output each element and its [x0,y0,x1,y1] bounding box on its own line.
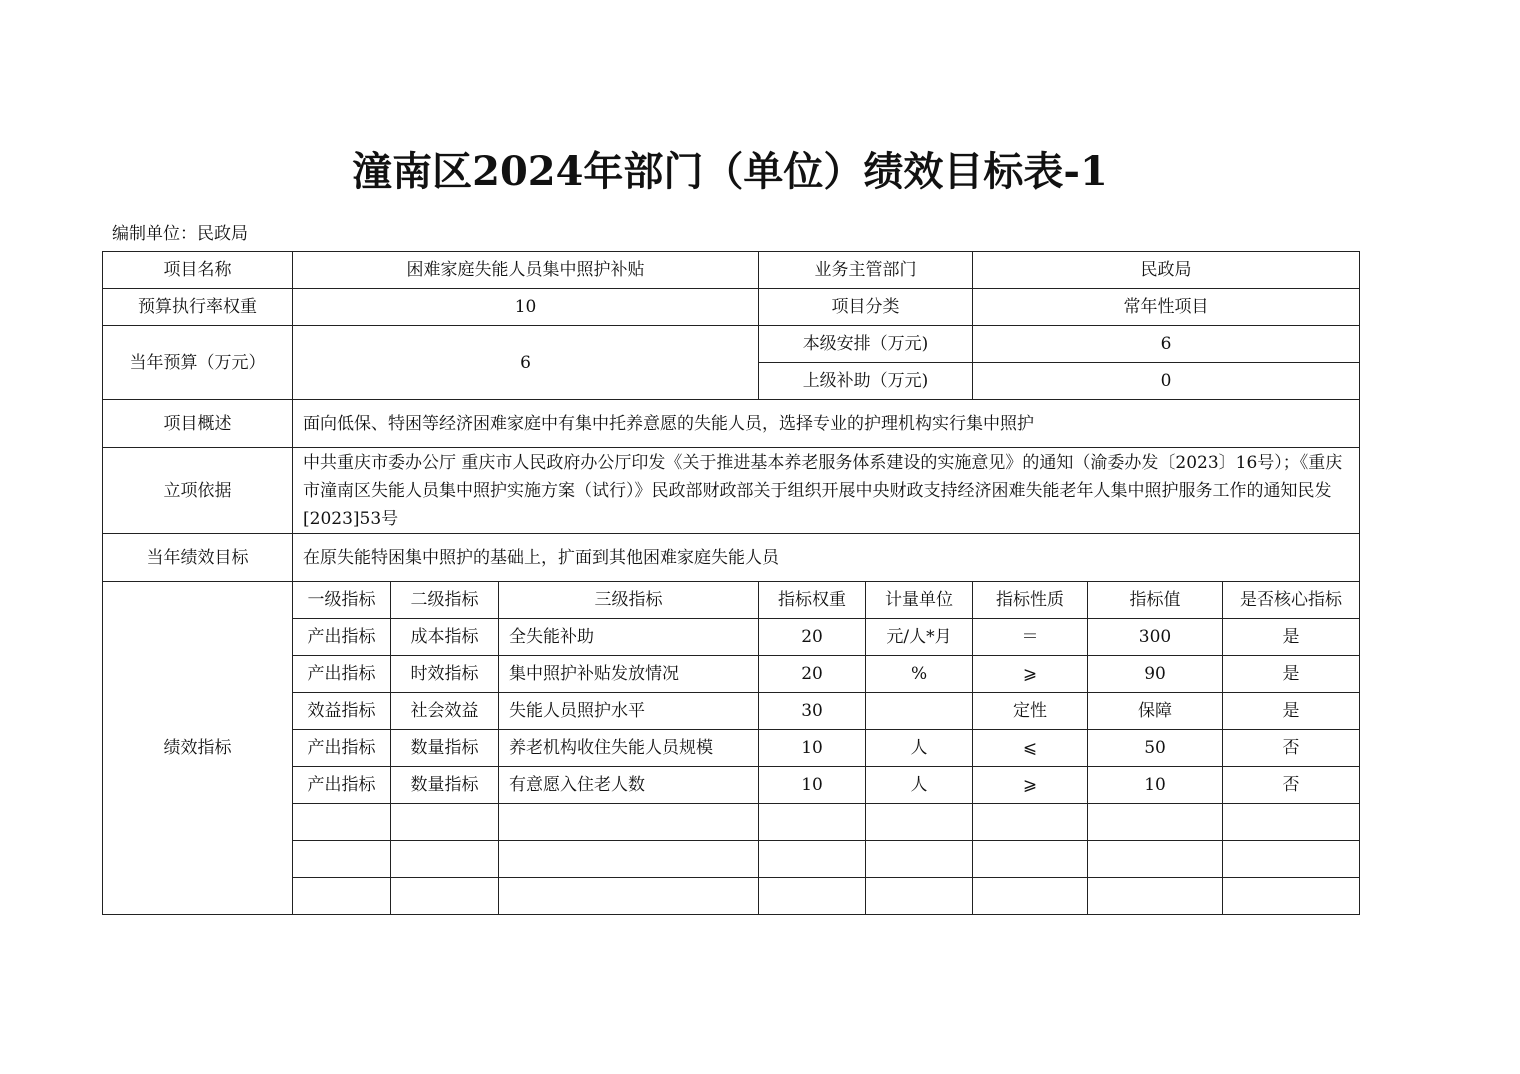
cell-nature: ⩾ [973,767,1088,804]
weight: 10 [293,289,759,326]
local: 6 [973,326,1360,363]
label-weight: 预算执行率权重 [103,289,293,326]
cell-unit: 人 [866,767,973,804]
cell-level1: 产出指标 [293,656,391,693]
row-overview [103,400,1360,448]
cell-level1: 效益指标 [293,693,391,730]
goal: 在原失能特困集中照护的基础上，扩面到其他困难家庭失能人员 [293,534,1360,582]
cell-weight: 20 [759,656,866,693]
label-local: 本级安排（万元) [759,326,973,363]
category: 常年性项目 [973,289,1360,326]
cell-unit: 人 [866,730,973,767]
cell-value: 保障 [1088,693,1223,730]
cell-unit: % [866,656,973,693]
cell-core: 是 [1223,693,1360,730]
header-level3: 三级指标 [499,582,759,619]
cell-nature: ＝ [973,619,1088,656]
cell-level2: 数量指标 [391,767,499,804]
performance-table [102,251,1360,915]
cell-level2: 成本指标 [391,619,499,656]
dept: 民政局 [973,252,1360,289]
cell-core: 是 [1223,619,1360,656]
cell-value: 10 [1088,767,1223,804]
row-weight [103,289,1360,326]
header-nature: 指标性质 [973,582,1088,619]
basis: 中共重庆市委办公厅 重庆市人民政府办公厅印发《关于推进基本养老服务体系建设的实施意见》的通知（渝委办发〔2023〕16号）；《重庆市潼南区失能人员集中照护实施方案（试行）》民政部财政部关于组织开展中央财政支持经济困难失能老年人集中照护服务工作的通知民发[2023]53号 [293,448,1360,534]
label-overview: 项目概述 [103,400,293,448]
cell-unit [866,693,973,730]
row-basis [103,448,1360,534]
header-core: 是否核心指标 [1223,582,1360,619]
header-level1: 一级指标 [293,582,391,619]
header-weight: 指标权重 [759,582,866,619]
cell-level2: 时效指标 [391,656,499,693]
header-value: 指标值 [1088,582,1223,619]
cell-core: 否 [1223,730,1360,767]
cell-value: 50 [1088,730,1223,767]
project-name: 困难家庭失能人员集中照护补贴 [293,252,759,289]
cell-core: 是 [1223,656,1360,693]
cell-weight: 10 [759,767,866,804]
org-unit: 编制单位：民政局 [112,224,248,244]
cell-level1: 产出指标 [293,730,391,767]
cell-weight: 20 [759,619,866,656]
label-category: 项目分类 [759,289,973,326]
cell-core: 否 [1223,767,1360,804]
label-basis: 立项依据 [103,448,293,534]
cell-level2: 社会效益 [391,693,499,730]
label-budget: 当年预算（万元） [103,326,293,400]
cell-level3: 集中照护补贴发放情况 [499,656,759,693]
cell-level3: 全失能补助 [499,619,759,656]
cell-level1: 产出指标 [293,767,391,804]
label-dept: 业务主管部门 [759,252,973,289]
budget: 6 [293,326,759,400]
cell-weight: 30 [759,693,866,730]
upper: 0 [973,363,1360,400]
label-project-name: 项目名称 [103,252,293,289]
cell-value: 300 [1088,619,1223,656]
label-indicators: 绩效指标 [103,582,293,915]
row-budget [103,326,1360,363]
cell-nature: ⩽ [973,730,1088,767]
header-unit: 计量单位 [866,582,973,619]
page-title: 潼南区2024年部门（单位）绩效目标表-1 [352,148,1108,195]
cell-nature: 定性 [973,693,1088,730]
cell-weight: 10 [759,730,866,767]
cell-level3: 养老机构收住失能人员规模 [499,730,759,767]
label-goal: 当年绩效目标 [103,534,293,582]
cell-nature: ⩾ [973,656,1088,693]
cell-level3: 失能人员照护水平 [499,693,759,730]
row-project-name [103,252,1360,289]
row-goal [103,534,1360,582]
overview: 面向低保、特困等经济困难家庭中有集中托养意愿的失能人员，选择专业的护理机构实行集中照护 [293,400,1360,448]
cell-level3: 有意愿入住老人数 [499,767,759,804]
cell-unit: 元/人*月 [866,619,973,656]
indicator-header-row [103,582,1360,619]
label-upper: 上级补助（万元) [759,363,973,400]
cell-value: 90 [1088,656,1223,693]
header-level2: 二级指标 [391,582,499,619]
cell-level1: 产出指标 [293,619,391,656]
cell-level2: 数量指标 [391,730,499,767]
